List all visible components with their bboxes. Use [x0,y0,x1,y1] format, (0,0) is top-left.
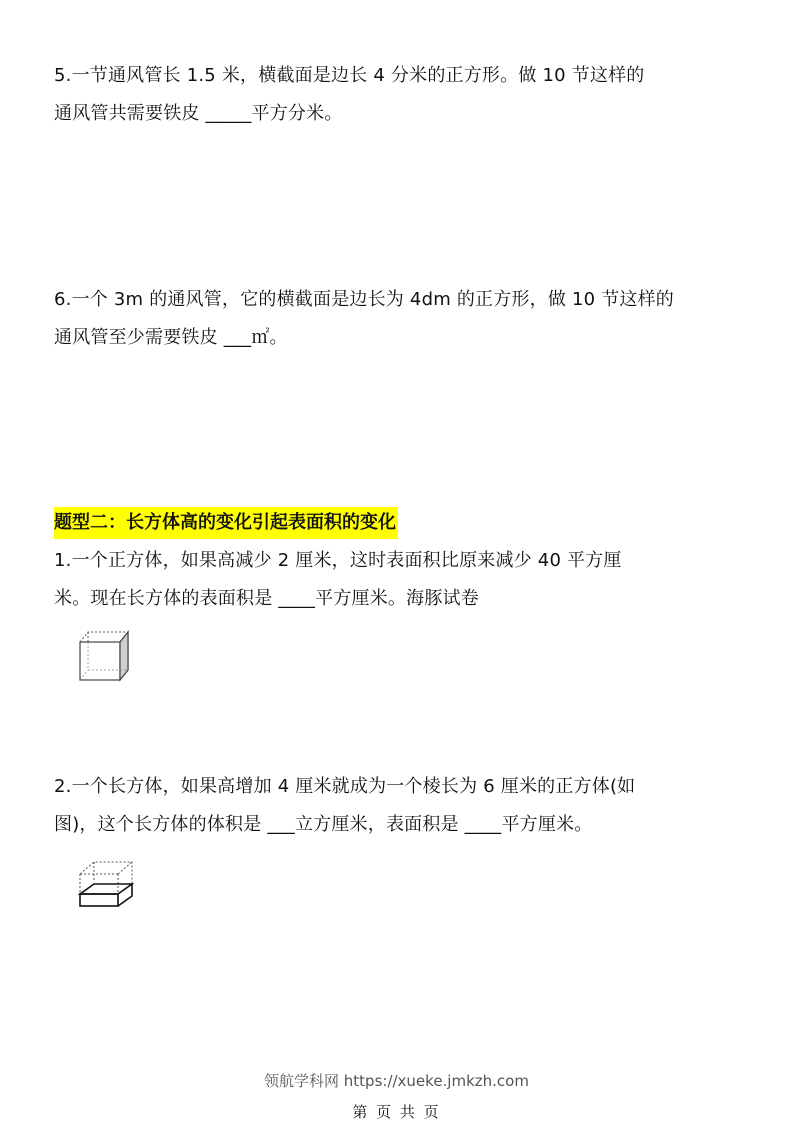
question-6-line-2: 通风管至少需要铁皮 ___㎡。 [54,327,288,348]
question-5-line-1: 5.一节通风管长 1.5 米，横截面是边长 4 分米的正方形。做 10 节这样的 [54,65,645,86]
flat-cuboid-with-dotted-cube-icon [76,858,136,910]
question-6-line-1: 6.一个 3m 的通风管，它的横截面是边长为 4dm 的正方形，做 10 节这样的 [54,289,675,310]
section-2-question-2-line-2: 图)，这个长方体的体积是 ___立方厘米，表面积是 ____平方厘米。 [54,814,593,835]
section-2-title: 题型二：长方体高的变化引起表面积的变化 [54,507,398,539]
section-2-question-2-line-1: 2.一个长方体，如果高增加 4 厘米就成为一个棱长为 6 厘米的正方体(如 [54,776,636,797]
question-5-line-2: 通风管共需要铁皮 _____平方分米。 [54,103,343,124]
section-2-question-1-line-1: 1.一个正方体，如果高减少 2 厘米，这时表面积比原来减少 40 平方厘 [54,550,622,571]
footer-source: 领航学科网 https://xueke.jmkzh.com [264,1072,529,1090]
page-number: 第 页 共 页 [352,1103,441,1121]
section-2-question-1-line-2: 米。现在长方体的表面积是 ____平方厘米。海豚试卷 [54,588,479,609]
cube-with-dotted-top-icon [76,628,132,684]
